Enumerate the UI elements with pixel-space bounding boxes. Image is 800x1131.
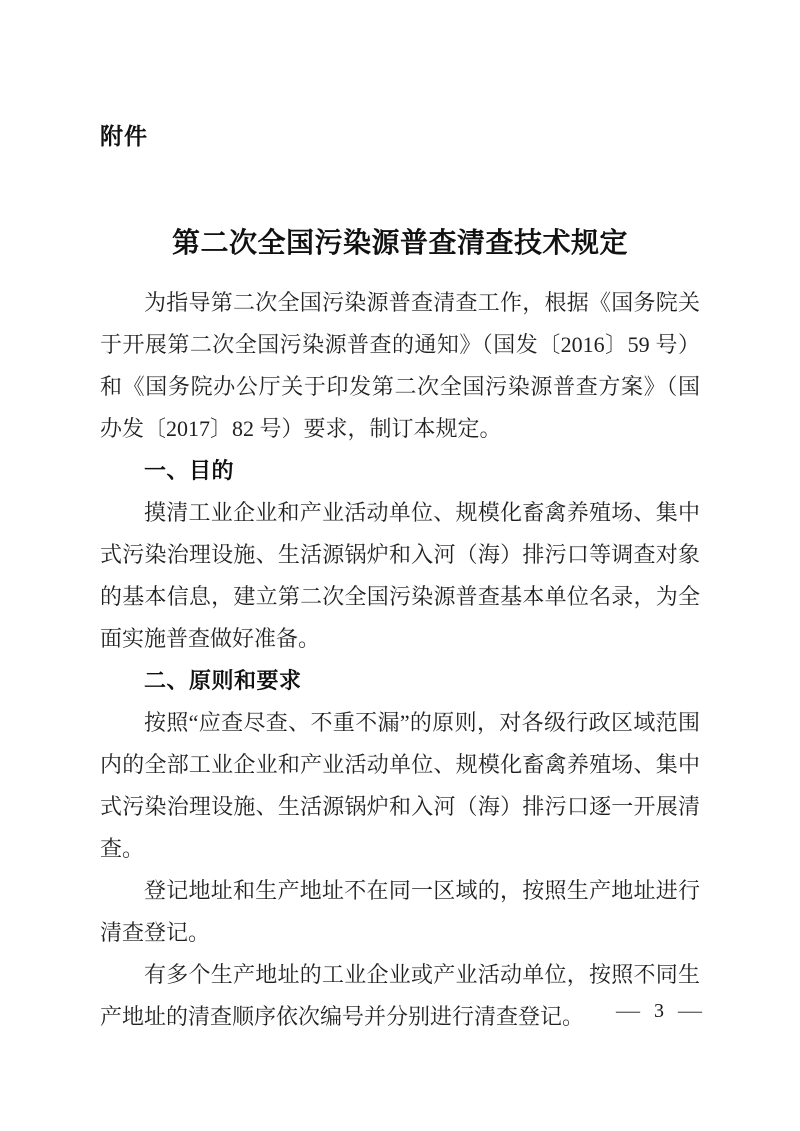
paragraph-purpose: 摸清工业企业和产业活动单位、规模化畜禽养殖场、集中式污染治理设施、生活源锅炉和入河（海）排污口等调查对象的基本信息，建立第二次全国污染源普查基本单位名录，为全面实施普查做好准备。 [100,500,700,651]
paragraph-principles: 按照“应查尽查、不重不漏”的原则，对各级行政区域范围内的全部工业企业和产业活动单位、规模化畜禽养殖场、集中式污染治理设施、生活源锅炉和入河（海）排污口逐一开展清查。 [100,710,700,861]
page-number: 3 [654,1000,664,1022]
footer-left-dash: — [616,1000,640,1022]
document-title: 第二次全国污染源普查清查技术规定 [171,226,628,258]
section-heading-purpose: 一、目的 [144,458,235,483]
paragraph-address-rule: 登记地址和生产地址不在同一区域的，按照生产地址进行清查登记。 [100,878,700,945]
paragraph-multiple-address-rule: 有多个生产地址的工业企业或产业活动单位，按照不同生产地址的清查顺序依次编号并分别进行清查登记。 [100,962,700,1029]
footer-right-dash: — [678,1000,702,1022]
page-footer [618,1000,700,1023]
document-body [100,282,700,1038]
attachment-label: 附件 [100,123,148,149]
section-heading-principles: 二、原则和要求 [144,668,302,693]
paragraph-intro: 为指导第二次全国污染源普查清查工作，根据《国务院关于开展第二次全国污染源普查的通知》（国发〔2016〕59 号）和《国务院办公厅关于印发第二次全国污染源普查方案》（国办发〔2017〕82 号）要求，制订本规定。 [100,290,700,441]
